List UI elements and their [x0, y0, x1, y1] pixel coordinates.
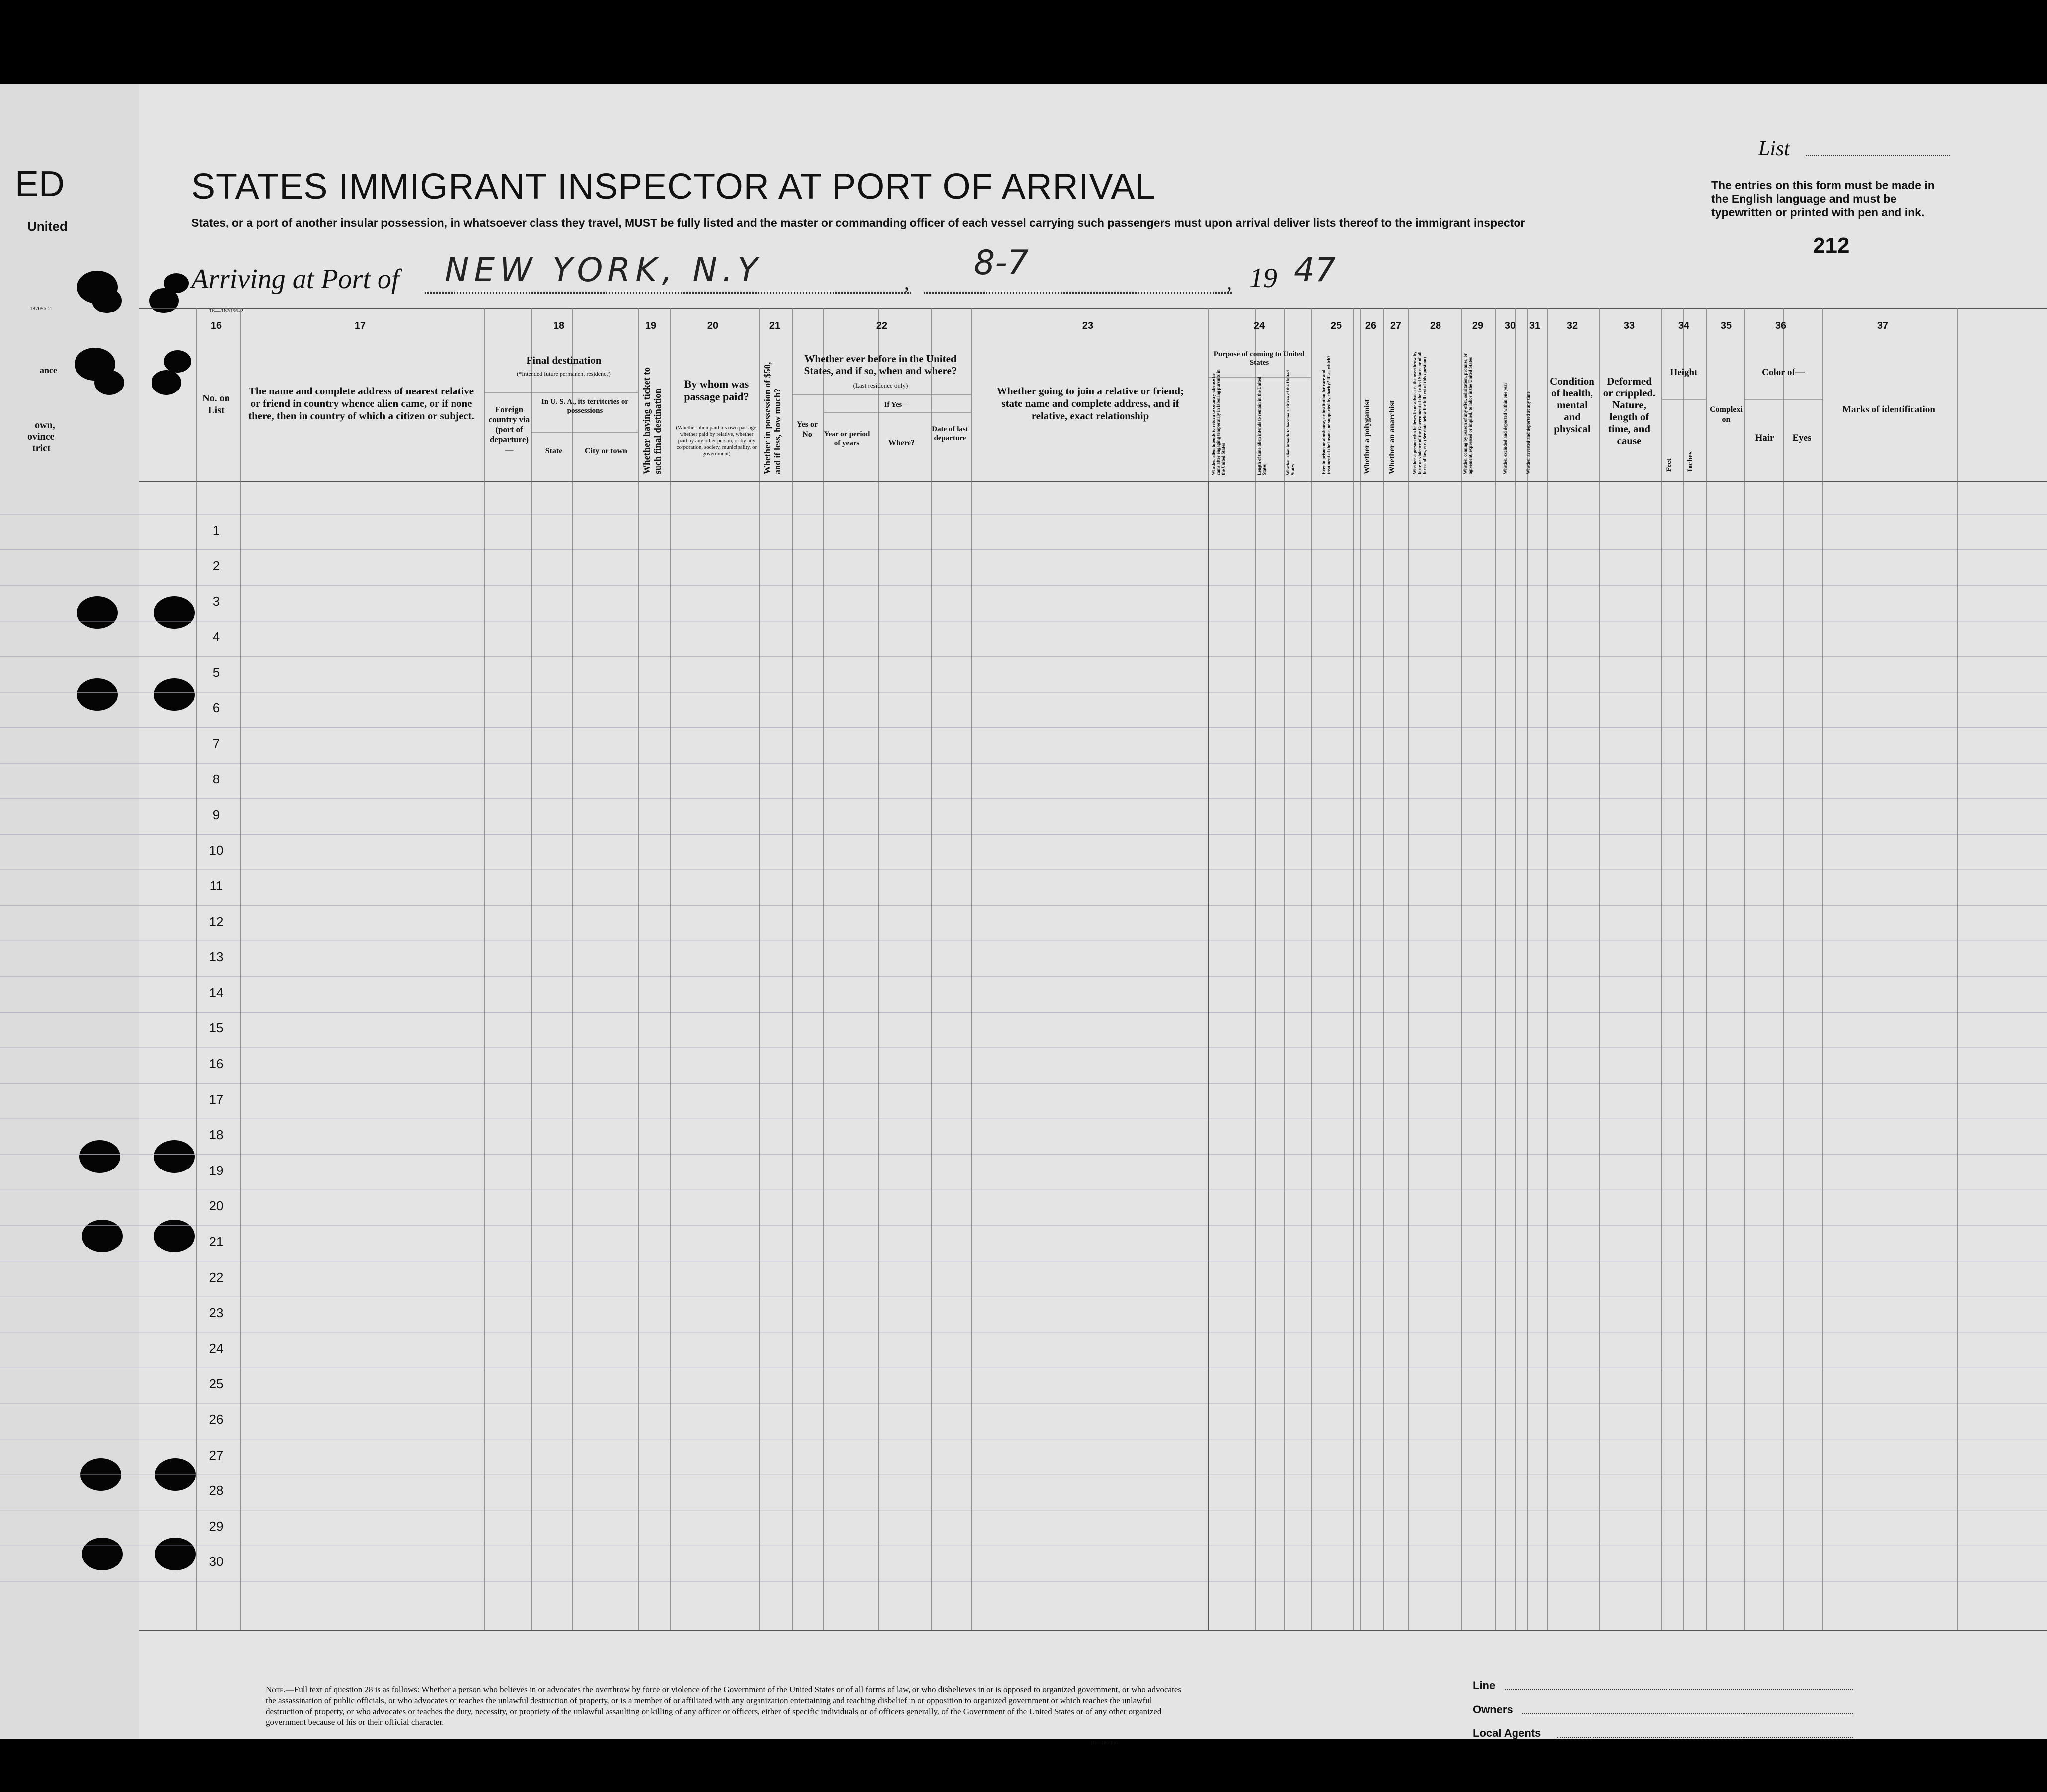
row-number: 25	[209, 1376, 224, 1392]
col28-header: Whether a person who believes in or advocates the overthrow by force or violence of the Government of the United States or of all forms of law, etc. (See note below for full text of this question)	[1412, 351, 1427, 474]
col16-header: No. on List	[202, 393, 230, 416]
row-number: 1	[212, 523, 220, 538]
col35-header: Complexion	[1710, 405, 1743, 424]
column-number: 19	[645, 320, 657, 331]
col29-header: Whether coming by reason of any offer, solicitation, promise, or agreement, expressed or implied, to labor in the United States	[1463, 353, 1473, 474]
port-value: NEW YORK, N.Y	[445, 251, 763, 289]
column-number: 33	[1623, 320, 1635, 331]
column-number: 23	[1082, 320, 1094, 331]
column-number: 20	[707, 320, 719, 331]
row-number: 28	[209, 1483, 224, 1498]
row-number: 8	[212, 772, 220, 787]
page-title: STATES IMMIGRANT INSPECTOR AT PORT OF ARRIVAL	[191, 167, 1156, 207]
footer-note	[266, 1684, 1190, 1728]
arriving-label: Arriving at Port of	[191, 264, 399, 295]
left-page-label: trict	[32, 443, 51, 454]
col24c-header: Whether alien intends to become a citizen of the United States	[1286, 370, 1295, 475]
col37-header: Marks of identification	[1842, 404, 1935, 415]
column-number: 31	[1529, 320, 1541, 331]
row-number: 16	[209, 1056, 224, 1071]
row-number: 2	[212, 558, 220, 573]
row-number: 22	[209, 1269, 224, 1285]
col22-ifyes-header: If Yes—	[884, 401, 910, 409]
footer-form-code: 16—187056	[1090, 1740, 1118, 1746]
col24b-header: Length of time alien intends to remain in the United States	[1257, 376, 1267, 475]
row-number: 17	[209, 1091, 224, 1107]
column-number: 28	[1430, 320, 1441, 331]
left-page-title-fragment: ED	[15, 164, 65, 204]
col19-header: Whether having a ticket to such final destination	[642, 367, 663, 474]
col22-where-header: Where?	[888, 439, 915, 447]
col20-header: By whom was passage paid?	[684, 378, 749, 403]
col17-header: The name and complete address of nearest relative or friend in country whence alien came, or if none there, then in country of which a citizen or subject.	[248, 385, 474, 422]
col34-inches-header: Inches	[1686, 451, 1694, 472]
col18-usa-header: In U. S. A., its territories or possessions	[541, 398, 628, 415]
col36-hair-header: Hair	[1755, 433, 1774, 443]
col18-state-header: State	[545, 447, 563, 455]
row-number: 30	[209, 1554, 224, 1569]
col18-header: Final destination	[526, 354, 602, 366]
col23-header: Whether going to join a relative or friend; state name and complete address, and if relative, exact relationship	[996, 385, 1184, 422]
col36-header: Color of—	[1762, 367, 1805, 378]
owners-label: Owners	[1473, 1703, 1513, 1715]
row-number: 5	[212, 665, 220, 680]
row-number: 9	[212, 807, 220, 822]
column-number: 35	[1720, 320, 1732, 331]
col24-header: Purpose of coming to United States	[1213, 350, 1305, 367]
footer-note-label: Note.	[266, 1685, 286, 1694]
col22-yesno-header: Yes or No	[796, 420, 818, 439]
left-page-label: ovince	[27, 431, 55, 442]
col31-header: Whether arrested and deported at any time	[1526, 391, 1531, 474]
form-code: 16—187056-2	[209, 307, 243, 314]
row-number: 26	[209, 1412, 224, 1427]
local-agents-label: Local Agents	[1473, 1727, 1541, 1739]
list-label: List	[1758, 137, 1790, 160]
col36-eyes-header: Eyes	[1792, 433, 1812, 443]
col18-foreign-header: Foreign country via (port of departure)—	[488, 405, 530, 454]
column-number: 29	[1472, 320, 1484, 331]
column-number: 30	[1504, 320, 1516, 331]
col21-header: Whether in possession of $50, and if less, how much?	[762, 362, 782, 474]
left-page-label: ance	[40, 365, 57, 375]
col26-header: Whether a polygamist	[1363, 399, 1371, 474]
row-number: 24	[209, 1340, 224, 1356]
column-number: 27	[1390, 320, 1402, 331]
row-number: 7	[212, 736, 220, 751]
col24a-header: Whether alien intends to return to country whence he came after engaging temporarily in laboring pursuits in the United States	[1211, 369, 1226, 475]
col32-header: Condition of health, mental and physical	[1550, 375, 1594, 435]
column-number: 36	[1775, 320, 1787, 331]
col33-header: Deformed or crippled. Nature, length of time, and cause	[1603, 375, 1656, 447]
column-number: 37	[1877, 320, 1889, 331]
column-number: 34	[1678, 320, 1690, 331]
row-number: 11	[209, 878, 223, 893]
col25-header: Ever in prison or almshouse, or institution for care and treatment of the insane, or supported by charity? If so, which?	[1321, 355, 1331, 474]
column-number: 32	[1566, 320, 1578, 331]
row-number: 10	[209, 843, 224, 858]
column-number: 25	[1330, 320, 1342, 331]
row-number: 29	[209, 1518, 224, 1534]
column-number: 22	[876, 320, 888, 331]
line-label: Line	[1473, 1679, 1496, 1692]
col22-years-header: Year or period of years	[824, 430, 870, 447]
date-value: 8-7	[974, 243, 1029, 283]
row-number: 13	[209, 949, 224, 965]
comma-separator: ,	[904, 271, 909, 294]
column-number: 24	[1253, 320, 1265, 331]
row-number: 4	[212, 629, 220, 644]
row-number: 19	[209, 1163, 224, 1178]
row-number: 12	[209, 914, 224, 929]
col27-header: Whether an anarchist	[1388, 400, 1396, 474]
row-number: 21	[209, 1234, 224, 1249]
page-subtitle: States, or a port of another insular possession, in whatsoever class they travel, MUST be fully listed and the master or commanding officer of each vessel carrying such passengers must upon arrival deliver lists thereof to the immigrant inspector	[191, 216, 1525, 229]
col30-header: Whether excluded and deported within one year	[1503, 382, 1508, 474]
col20-note: (Whether alien paid his own passage, whether paid by relative, whether paid by any other person, or by any corporation, society, municipality, or government)	[676, 425, 758, 457]
row-number: 20	[209, 1198, 224, 1214]
page-number: 212	[1813, 234, 1850, 258]
left-page-form-code: 187056-2	[30, 306, 51, 312]
row-number: 27	[209, 1447, 224, 1463]
local-agents-field[interactable]	[1557, 1737, 1853, 1738]
row-number: 14	[209, 985, 224, 1000]
line-field[interactable]	[1505, 1689, 1853, 1690]
column-number: 21	[769, 320, 781, 331]
row-number: 15	[209, 1020, 224, 1036]
left-page-subtitle-fragment: United	[27, 219, 68, 234]
left-page-label: own,	[35, 420, 55, 431]
col18-note: (*Intended future permanent residence)	[517, 370, 611, 377]
col22-note: (Last residence only)	[853, 382, 908, 389]
col22-date-header: Date of last departure	[932, 425, 968, 442]
row-number: 23	[209, 1305, 224, 1321]
column-number: 17	[354, 320, 366, 331]
row-number: 18	[209, 1127, 224, 1143]
comma-separator: ,	[1227, 271, 1232, 294]
row-number: 3	[212, 594, 220, 609]
row-number: 6	[212, 701, 220, 715]
form-instructions: The entries on this form must be made in the English language and must be typewritten or printed with pen and ink.	[1711, 179, 1935, 219]
col34-header: Height	[1670, 367, 1698, 378]
year-value: 47	[1294, 251, 1336, 289]
column-number: 26	[1365, 320, 1377, 331]
col22-header: Whether ever before in the United States, and if so, when and where?	[804, 353, 957, 377]
year-prefix: 19	[1249, 263, 1277, 294]
column-number: 16	[210, 320, 222, 331]
owners-field[interactable]	[1522, 1713, 1853, 1714]
column-number: 18	[553, 320, 565, 331]
col18-city-header: City or town	[585, 447, 627, 455]
footer-note-text: —Full text of question 28 is as follows: Whether a person who believes in or advocates the overthrow by force or violence of the Government of the United States or of all forms of law, or who disbelieves in or is opposed to organized government, or who advocates the assassination of public officials, or who advocates or teaches the unlawful destruction of property, or is a member of or affiliated with any organization entertaining and teaching disbelief in or opposition to organized government or which teaches the unlawful destruction of property, or who advocates or teaches the duty, necessity, or propriety of the unlawful assaulting or killing of any officer or officers, either of specific individuals or of officers generally, of the Government of the United States or of any other organized government because of his or their official character.	[266, 1685, 1181, 1727]
col34-feet-header: Feet	[1665, 458, 1673, 472]
